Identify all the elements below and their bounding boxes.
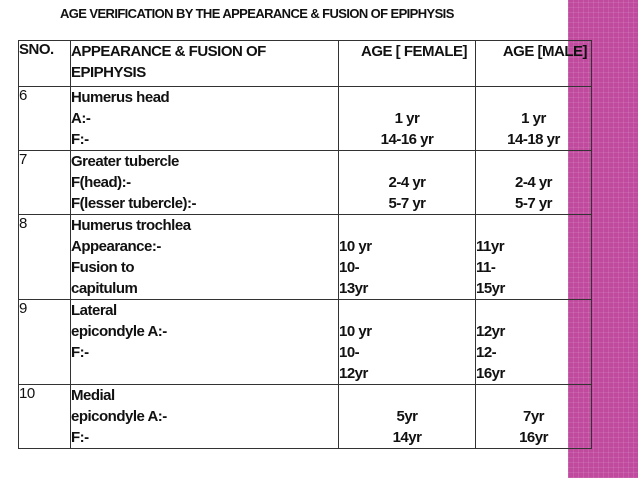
- row-description: [71, 300, 339, 385]
- row-line: Lateral: [71, 302, 117, 319]
- row-line: Humerus trochlea: [71, 217, 191, 234]
- table-row: [19, 151, 592, 215]
- age-value: 14-16 yr: [380, 131, 434, 148]
- row-line: Fusion to: [71, 259, 134, 276]
- row-age-female: [339, 87, 476, 151]
- row-line: Medial: [71, 387, 115, 404]
- row-line: Humerus head: [71, 89, 170, 106]
- age-value: 13yr: [339, 280, 368, 297]
- row-description: [71, 87, 339, 151]
- slide-title: AGE VERIFICATION BY THE APPEARANCE & FUSION OF EPIPHYSIS: [60, 6, 454, 21]
- row-line: epicondyle A:-: [71, 323, 167, 340]
- row-line: F(head):-: [71, 174, 131, 191]
- row-age-female: [339, 215, 476, 300]
- row-line: capitulum: [71, 280, 138, 297]
- row-sno: 6: [19, 87, 71, 151]
- table-row: [19, 385, 592, 449]
- table-header-row: [19, 41, 592, 87]
- age-value: 5yr: [396, 408, 418, 425]
- age-value: 5-7 yr: [514, 195, 553, 212]
- age-value: 2-4 yr: [388, 174, 426, 191]
- row-sno: 9: [19, 300, 71, 385]
- row-line: Appearance:-: [71, 238, 161, 255]
- row-age-female: [339, 300, 476, 385]
- table-row: [19, 87, 592, 151]
- age-verification-table: [18, 40, 592, 449]
- row-age-male: [476, 385, 592, 449]
- row-description: [71, 151, 339, 215]
- age-value: 10-: [339, 344, 360, 361]
- row-line: epicondyle A:-: [71, 408, 167, 425]
- row-age-male: [476, 300, 592, 385]
- age-value: 1 yr: [521, 110, 546, 127]
- row-age-male: [476, 151, 592, 215]
- header-age-female: AGE [ FEMALE]: [339, 41, 476, 87]
- age-value: 5-7 yr: [388, 195, 426, 212]
- header-sno: SNO.: [19, 41, 71, 87]
- age-value: 12-: [476, 344, 497, 361]
- row-sno: 7: [19, 151, 71, 215]
- row-sno: 10: [19, 385, 71, 449]
- row-age-female: [339, 385, 476, 449]
- age-value: 12yr: [339, 365, 368, 382]
- table-row: [19, 300, 592, 385]
- row-age-male: [476, 87, 592, 151]
- row-description: [71, 215, 339, 300]
- header-appearance: APPEARANCE & FUSION OF EPIPHYSIS: [71, 41, 339, 87]
- header-age-male: AGE [MALE]: [476, 41, 592, 87]
- row-line: F:-: [71, 344, 89, 361]
- age-value: 10 yr: [339, 238, 372, 255]
- age-value: 15yr: [476, 280, 505, 297]
- row-age-male: [476, 215, 592, 300]
- age-value: 2-4 yr: [514, 174, 553, 191]
- age-value: 11-: [476, 259, 496, 276]
- row-age-female: [339, 151, 476, 215]
- age-value: 10 yr: [339, 323, 372, 340]
- age-value: 12yr: [476, 323, 505, 340]
- row-description: [71, 385, 339, 449]
- age-value: 1 yr: [394, 110, 420, 127]
- age-value: 14yr: [392, 429, 422, 446]
- row-line: F:-: [71, 131, 89, 148]
- row-sno: 8: [19, 215, 71, 300]
- age-value: 7yr: [522, 408, 545, 425]
- row-line: Greater tubercle: [71, 153, 179, 170]
- row-line: A:-: [71, 110, 91, 127]
- age-value: 14-18 yr: [507, 131, 560, 148]
- row-line: F(lesser tubercle):-: [71, 195, 197, 212]
- table-row: [19, 215, 592, 300]
- age-value: 11yr: [476, 238, 505, 255]
- age-value: 16yr: [476, 365, 505, 382]
- age-value: 10-: [339, 259, 360, 276]
- age-value: 16yr: [519, 429, 548, 446]
- row-line: F:-: [71, 429, 89, 446]
